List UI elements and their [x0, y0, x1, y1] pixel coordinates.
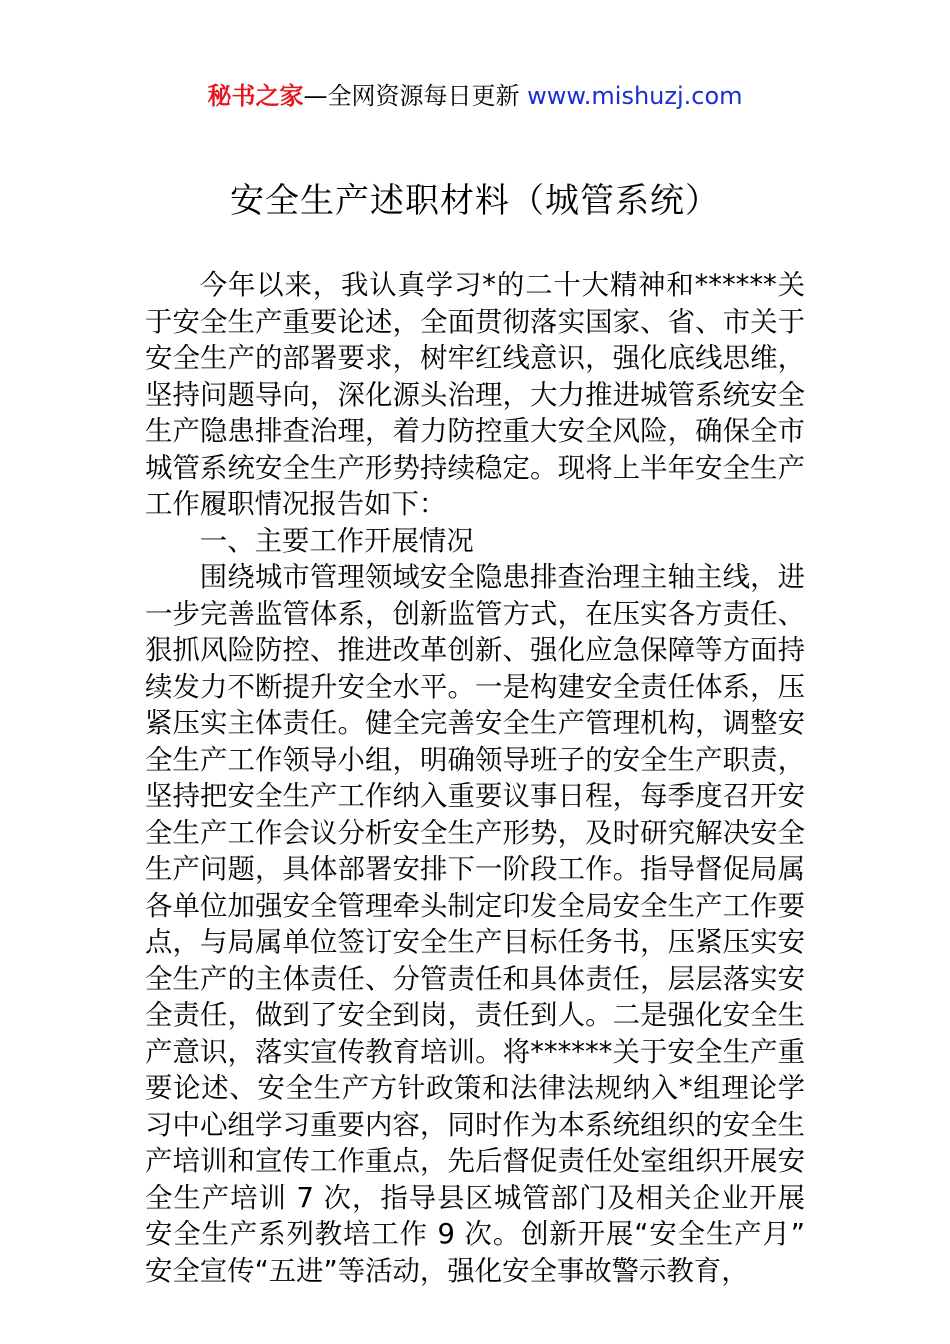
document-title: 安全生产述职材料（城管系统） [230, 181, 720, 221]
brand-name: 秘书之家 [207, 82, 304, 110]
section-heading: 一、主要工作开展情况 [199, 525, 474, 557]
paragraph-intro: 今年以来，我认真学习*的二十大精神和******关于安全生产重要论述，全面贯彻落实国家、省、市关于安全生产的部署要求，树牢红线意识，强化底线思维，坚持问题导向，深化源头治理，大力推进城管系统安全生产隐患排查治理，着力防控重大安全风险，确保全市城管系统安全生产形势持续稳定。现将上半年安全生产工作履职情况报告如下： [145, 270, 805, 520]
document-body [145, 268, 805, 1290]
paragraph-main-work: 围绕城市管理领域安全隐患排查治理主轴主线，进一步完善监管体系，创新监管方式，在压实各方责任、狠抓风险防控、推进改革创新、强化应急保障等方面持续发力不断提升安全水平。一是构建安全责任体系，压紧压实主体责任。健全完善安全生产管理机构，调整安全生产工作领导小组，明确领导班子的安全生产职责，坚持把安全生产工作纳入重要议事日程，每季度召开安全生产工作会议分析安全生产形势，及时研究解决安全生产问题，具体部署安排下一阶段工作。指导督促局属各单位加强安全管理牵头制定印发全局安全生产工作要点，与局属单位签订安全生产目标任务书，压紧压实安全生产的主体责任、分管责任和具体责任，层层落实安全责任，做到了安全到岗，责任到人。二是强化安全生产意识，落实宣传教育培训。将******关于安全生产重要论述、安全生产方针政策和法律法规纳入*组理论学习中心组学习重要内容，同时作为本系统组织的安全生产培训和宣传工作重点，先后督促责任处室组织开展安全生产培训 7 次，指导县区城管部门及相关企业开展安全生产系列教培工作 9 次。创新开展“安全生产月”安全宣传“五进”等活动，强化安全事故警示教育， [145, 562, 805, 1287]
site-url-link[interactable]: www.mishuzj.com [527, 82, 743, 110]
banner-tagline: —全网资源每日更新 [303, 82, 528, 110]
site-banner [0, 80, 950, 112]
